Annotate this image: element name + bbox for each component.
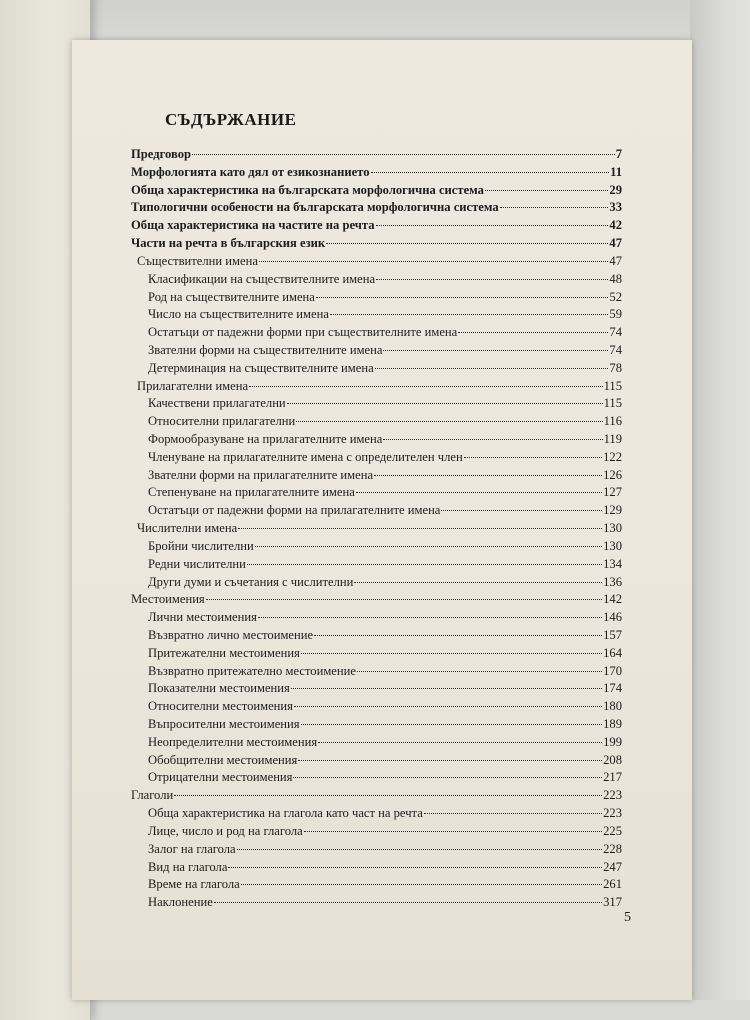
- toc-entry-page: 146: [603, 610, 622, 625]
- dot-leader: [291, 684, 602, 689]
- toc-entry-page: 116: [603, 414, 622, 429]
- toc-entry-page: 208: [603, 752, 622, 767]
- toc-entry-title: Обобщителни местоимения: [148, 752, 298, 767]
- dot-leader: [383, 346, 608, 351]
- toc-entry-page: 29: [609, 182, 622, 197]
- toc-entry-page: 48: [609, 271, 622, 286]
- toc-entry-page: 180: [603, 699, 622, 714]
- toc-entry-title: Лични местоимения: [148, 610, 257, 625]
- toc-entry: [72, 520, 622, 538]
- toc-entry-page: 122: [603, 449, 622, 464]
- dot-leader: [206, 595, 602, 600]
- dot-leader: [249, 382, 602, 387]
- toc-entry-title: Други думи и съчетания с числителни: [148, 574, 354, 589]
- toc-entry-page: 247: [603, 859, 622, 874]
- dot-leader: [500, 203, 609, 208]
- table-of-contents: [72, 146, 692, 912]
- dot-leader: [314, 631, 602, 636]
- toc-entry: [72, 146, 622, 164]
- toc-entry: [72, 199, 622, 217]
- toc-entry: [72, 556, 622, 574]
- toc-entry: [72, 467, 622, 485]
- dot-leader: [371, 168, 610, 173]
- toc-entry: [72, 680, 622, 698]
- toc-entry-page: 174: [603, 681, 622, 696]
- toc-entry-title: Съществителни имена: [137, 253, 258, 268]
- dot-leader: [214, 898, 602, 903]
- toc-entry: [72, 449, 622, 467]
- toc-entry: [72, 645, 622, 663]
- toc-entry: [72, 805, 622, 823]
- toc-entry-page: 134: [603, 556, 622, 571]
- toc-entry-page: 228: [603, 841, 622, 856]
- toc-entry-title: Класификации на съществителните имена: [148, 271, 376, 286]
- toc-entry: [72, 823, 622, 841]
- dot-leader: [383, 435, 602, 440]
- toc-entry-page: 33: [609, 200, 622, 215]
- toc-entry-page: 129: [603, 503, 622, 518]
- toc-entry: [72, 484, 622, 502]
- dot-leader: [464, 453, 602, 458]
- dot-leader: [174, 791, 602, 796]
- toc-entry: [72, 413, 622, 431]
- dot-leader: [293, 773, 602, 778]
- dot-leader: [237, 845, 602, 850]
- dot-leader: [330, 310, 608, 315]
- toc-entry-title: Време на глагола: [148, 877, 240, 892]
- dot-leader: [374, 471, 602, 476]
- toc-entry: [72, 787, 622, 805]
- toc-entry-title: Остатъци от падежни форми на прилагателните имена: [148, 503, 441, 518]
- toc-entry-page: 74: [609, 325, 622, 340]
- dot-leader: [376, 221, 609, 226]
- toc-entry-title: Качествени прилагателни: [148, 396, 286, 411]
- toc-entry-page: 78: [609, 360, 622, 375]
- toc-entry-title: Прилагателни имена: [137, 378, 249, 393]
- toc-entry-title: Показателни местоимения: [148, 681, 290, 696]
- toc-entry-title: Предговор: [131, 147, 191, 161]
- toc-entry-title: Части на речта в българския език: [131, 236, 326, 251]
- toc-entry-page: 115: [603, 396, 622, 411]
- toc-entry: [72, 894, 622, 912]
- dot-leader: [485, 186, 608, 191]
- toc-entry: [72, 395, 622, 413]
- toc-entry-title: Лице, число и род на глагола: [148, 823, 303, 838]
- toc-entry-page: 136: [603, 574, 622, 589]
- toc-entry-title: Редни числителни: [148, 556, 246, 571]
- toc-entry-title: Детерминация на съществителните имена: [148, 360, 374, 375]
- dot-leader: [287, 399, 603, 404]
- toc-entry: [72, 574, 622, 592]
- toc-entry: [72, 360, 622, 378]
- toc-entry-page: 199: [603, 734, 622, 749]
- page-number: 5: [624, 910, 631, 925]
- toc-entry-page: 223: [603, 806, 622, 821]
- toc-entry-title: Формообразуване на прилагателните имена: [148, 432, 383, 446]
- background-top: [0, 0, 750, 40]
- dot-leader: [298, 756, 602, 761]
- toc-entry: [72, 271, 622, 289]
- toc-entry: [72, 752, 622, 770]
- toc-entry-title: Въпросителни местоимения: [148, 717, 300, 731]
- toc-entry-title: Обща характеристика на глагола като част на речта: [148, 806, 423, 821]
- toc-entry: [72, 253, 622, 271]
- toc-entry: [72, 769, 622, 787]
- toc-entry-title: Остатъци от падежни форми при съществителните имена: [148, 325, 458, 340]
- toc-entry: [72, 698, 622, 716]
- toc-entry-page: 74: [609, 342, 622, 357]
- toc-entry: [72, 627, 622, 645]
- toc-entry: [72, 716, 622, 734]
- book-page: [72, 40, 692, 1000]
- toc-entry-page: 42: [609, 218, 622, 233]
- toc-entry: [72, 182, 622, 200]
- toc-entry-title: Отрицателни местоимения: [148, 770, 293, 785]
- toc-entry-page: 11: [610, 164, 622, 179]
- dot-leader: [458, 328, 608, 333]
- toc-entry: [72, 217, 622, 235]
- dot-leader: [376, 275, 608, 280]
- toc-entry-page: 47: [609, 236, 622, 251]
- toc-entry-page: 59: [609, 307, 622, 322]
- toc-entry: [72, 324, 622, 342]
- dot-leader: [228, 863, 602, 868]
- dot-leader: [304, 827, 602, 832]
- toc-entry: [72, 876, 622, 894]
- toc-entry-title: Обща характеристика на частите на речта: [131, 218, 375, 233]
- toc-entry-title: Глаголи: [131, 788, 174, 803]
- toc-entry: [72, 164, 622, 182]
- toc-entry: [72, 431, 622, 449]
- dot-leader: [356, 488, 602, 493]
- toc-entry-title: Типологични особености на българската морфологична система: [131, 200, 499, 215]
- toc-entry-page: 170: [603, 663, 622, 678]
- dot-leader: [326, 239, 608, 244]
- toc-entry: [72, 289, 622, 307]
- toc-entry-title: Звателни форми на съществителните имена: [148, 342, 383, 357]
- toc-entry: [72, 591, 622, 609]
- toc-entry-page: 223: [603, 788, 622, 803]
- toc-entry-title: Местоимения: [131, 592, 205, 607]
- toc-entry-title: Относителни местоимения: [148, 699, 293, 714]
- toc-entry-page: 126: [603, 467, 622, 482]
- dot-leader: [441, 506, 602, 511]
- toc-entry-title: Залог на глагола: [148, 841, 236, 856]
- dot-leader: [316, 293, 609, 298]
- toc-entry-title: Възвратно лично местоимение: [148, 627, 314, 642]
- toc-entry-page: 164: [603, 645, 622, 660]
- dot-leader: [192, 150, 615, 155]
- toc-entry-page: 7: [615, 147, 622, 161]
- toc-entry: [72, 841, 622, 859]
- toc-entry-page: 261: [603, 877, 622, 892]
- background-right: [690, 0, 750, 1000]
- toc-entry: [72, 342, 622, 360]
- toc-entry-title: Степенуване на прилагателните имена: [148, 485, 355, 500]
- dot-leader: [375, 364, 609, 369]
- dot-leader: [318, 738, 602, 743]
- toc-entry-title: Морфологията като дял от езикознанието: [131, 164, 370, 179]
- toc-entry: [72, 378, 622, 396]
- toc-entry: [72, 538, 622, 556]
- toc-entry-title: Членуване на прилагателните имена с определителен член: [148, 449, 463, 464]
- dot-leader: [238, 524, 602, 529]
- toc-entry-title: Звателни форми на прилагателните имена: [148, 467, 374, 482]
- toc-entry-title: Род на съществителните имена: [148, 289, 315, 304]
- toc-entry-page: 157: [603, 627, 622, 642]
- dot-leader: [241, 880, 602, 885]
- toc-entry-title: Неопределителни местоимения: [148, 734, 318, 749]
- dot-leader: [259, 257, 608, 262]
- toc-entry-page: 142: [603, 592, 622, 607]
- toc-entry-page: 127: [603, 485, 622, 500]
- toc-entry: [72, 663, 622, 681]
- toc-entry-title: Числителни имена: [137, 521, 238, 536]
- toc-entry-title: Обща характеристика на българската морфологична система: [131, 182, 484, 197]
- toc-entry-page: 130: [603, 521, 622, 536]
- toc-entry: [72, 306, 622, 324]
- dot-leader: [258, 613, 602, 618]
- toc-entry-title: Относителни прилагателни: [148, 414, 296, 429]
- dot-leader: [354, 578, 602, 583]
- toc-entry-title: Наклонение: [148, 895, 213, 910]
- toc-entry-title: Бройни числителни: [148, 538, 254, 553]
- toc-entry-title: Число на съществителните имена: [148, 307, 329, 322]
- toc-entry-page: 217: [603, 770, 622, 785]
- toc-entry: [72, 609, 622, 627]
- toc-entry-title: Притежателни местоимения: [148, 645, 300, 660]
- toc-entry: [72, 859, 622, 877]
- toc-entry-page: 317: [603, 895, 622, 910]
- dot-leader: [294, 702, 602, 707]
- toc-entry: [72, 502, 622, 520]
- toc-entry-page: 130: [603, 538, 622, 553]
- dot-leader: [247, 560, 602, 565]
- toc-entry-page: 225: [603, 823, 622, 838]
- page-title: СЪДЪРЖАНИЕ: [165, 110, 297, 129]
- toc-entry-page: 52: [609, 289, 622, 304]
- toc-entry-page: 119: [603, 432, 622, 446]
- dot-leader: [357, 667, 602, 672]
- dot-leader: [301, 649, 602, 654]
- dot-leader: [301, 720, 603, 725]
- toc-entry-title: Възвратно притежателно местоимение: [148, 663, 356, 678]
- toc-entry: [72, 734, 622, 752]
- dot-leader: [424, 809, 602, 814]
- dot-leader: [255, 542, 602, 547]
- toc-entry-page: 47: [609, 253, 622, 268]
- toc-entry-page: 115: [603, 378, 622, 393]
- toc-entry-title: Вид на глагола: [148, 859, 228, 874]
- dot-leader: [296, 417, 602, 422]
- toc-entry-page: 189: [603, 717, 622, 731]
- toc-entry: [72, 235, 622, 253]
